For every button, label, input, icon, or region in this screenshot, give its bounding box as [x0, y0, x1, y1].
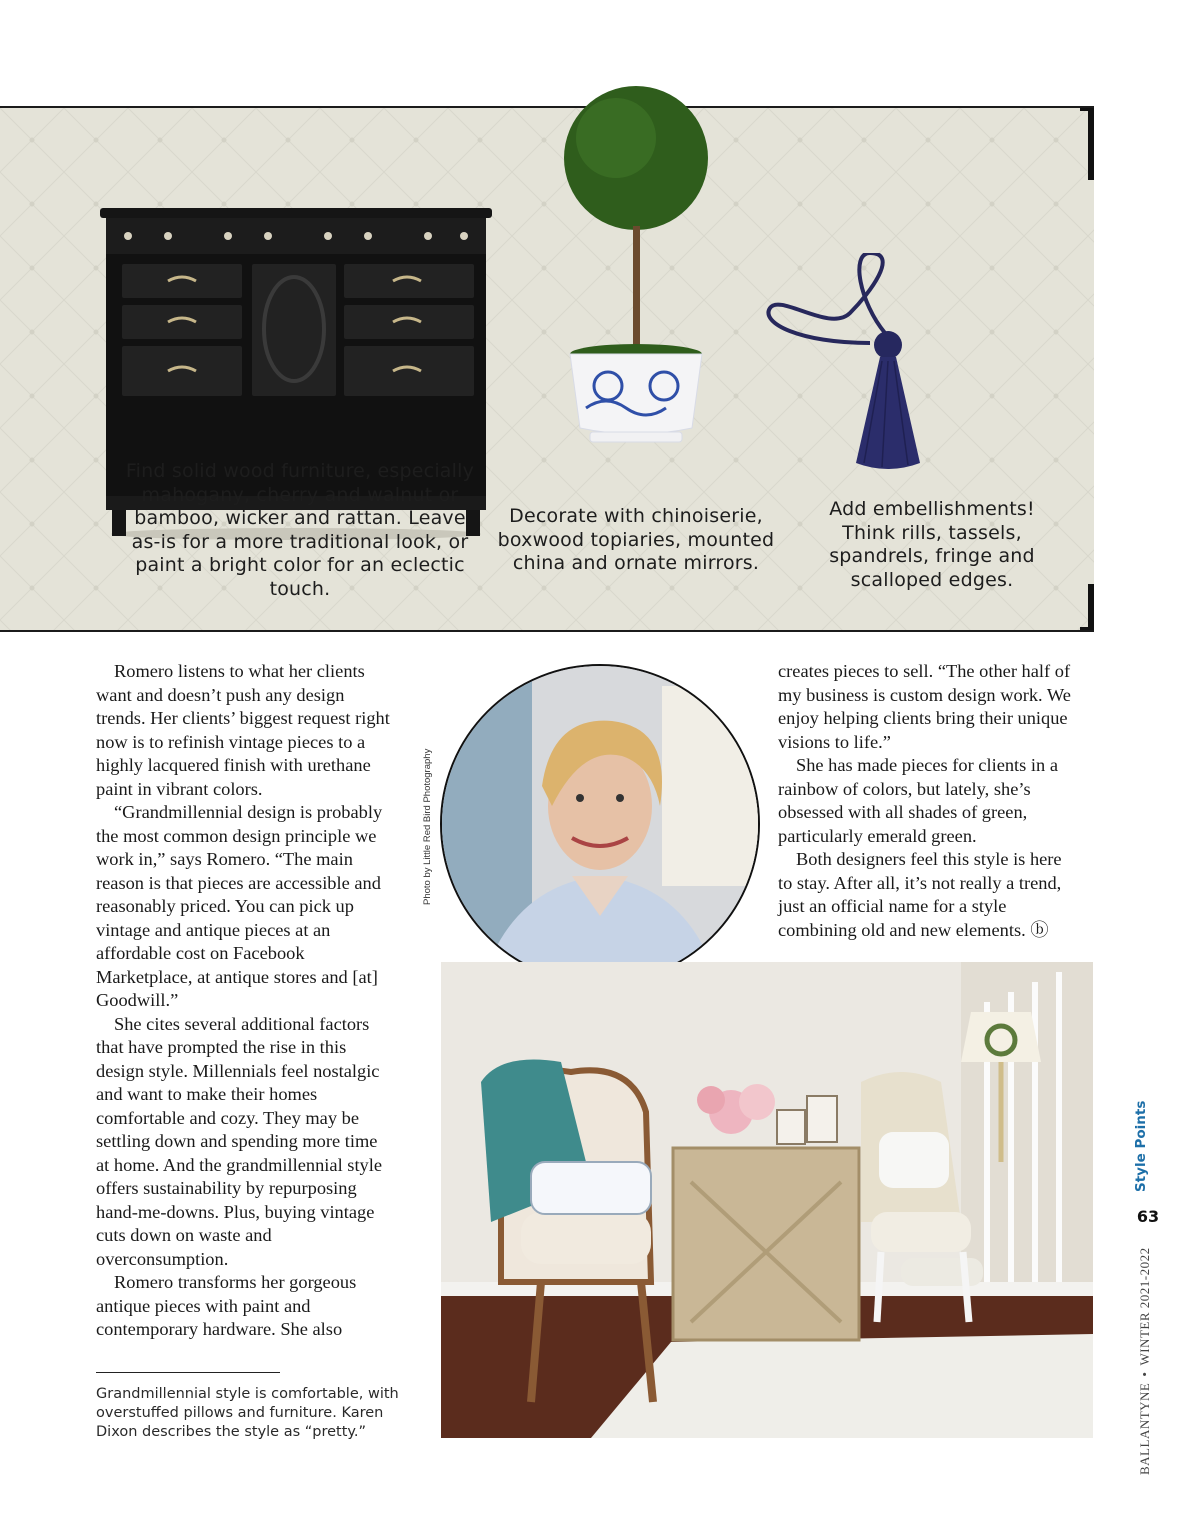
paragraph: She has made pieces for clients in a rainbow of colors, but lately, she’s obsessed with all shades of green, particularly emerald green. [778, 755, 1058, 846]
paragraph: Both designers feel this style is here to stay. After all, it’s not really a trend, just an official name for a style combining old and new elements. ⓑ [778, 849, 1062, 940]
magazine-folio [1137, 1247, 1153, 1475]
page-number: 63 [1136, 1207, 1160, 1226]
paragraph: creates pieces to sell. “The other half of my business is custom design work. We enjoy helping clients bring their unique visions to life.” [778, 661, 1071, 752]
paragraph: Romero transforms her gorgeous antique pieces with paint and contemporary hardware. She also [96, 1272, 357, 1339]
paragraph: “Grandmillennial design is probably the most common design principle we work in,” says Romero. “The main reason is that pieces are accessible and reasonably priced. You can pick up vintage and antique pieces at an affordable cost on Facebook Marketplace, at antique stores and [at] Goodwill.” [96, 802, 383, 1010]
caption-chinoiserie: Decorate with chinoiserie, boxwood topiaries, mounted china and ornate mirrors. [497, 505, 775, 574]
room-photo-caption: Grandmillennial style is comfortable, with overstuffed pillows and furniture. Karen Dixon describes the style as “pretty.” [96, 1386, 399, 1440]
portrait-photo [440, 664, 760, 984]
paragraph: Romero listens to what her clients want and doesn’t push any design trends. Her clients’ biggest request right now is to refinish vintage pieces to a highly lacquered finish with urethane paint in vibrant colors. [96, 661, 390, 799]
article-left-column [96, 660, 392, 1342]
bracket-cap-top [1080, 108, 1094, 111]
caption-rule [96, 1372, 280, 1373]
bullet-separator: • [1137, 1371, 1152, 1377]
caption-furniture: Find solid wood furniture, especially mahogany, cherry and walnut or bamboo, wicker and rattan. Leave as-is for a more traditional look, or paint a bright color for an eclectic touch. [125, 460, 475, 600]
product-panel [0, 106, 1094, 632]
bracket-cap-bottom [1080, 627, 1094, 630]
magazine-name: BALLANTYNE [1137, 1382, 1152, 1475]
article-right-column [778, 660, 1078, 942]
photo-credit: Photo by Little Red Bird Photography [422, 748, 433, 905]
bracket-top [1088, 108, 1094, 180]
issue-label: WINTER 2021-2022 [1137, 1247, 1152, 1366]
living-room-photo [441, 962, 1093, 1438]
paragraph: She cites several additional factors that have prompted the rise in this design style. Millennials feel nostalgic and want to make their homes comfortable and cozy. They may be settling down and spending more time at home. And the grandmillennial style offers sustainability by repurposing hand-me-downs. Plus, buying vintage cuts down on waste and overconsumption. [96, 1013, 383, 1269]
boxwood-topiary-image [556, 78, 716, 478]
portrait-illustration [442, 666, 758, 982]
bracket-bottom [1088, 584, 1094, 630]
caption-embellishments: Add embellishments! Think rills, tassels, spandrels, fringe and scalloped edges. [829, 498, 1035, 591]
navy-tassel-image [760, 253, 1030, 483]
living-room-illustration [441, 962, 1093, 1438]
section-label: Style Points [1133, 1100, 1149, 1192]
